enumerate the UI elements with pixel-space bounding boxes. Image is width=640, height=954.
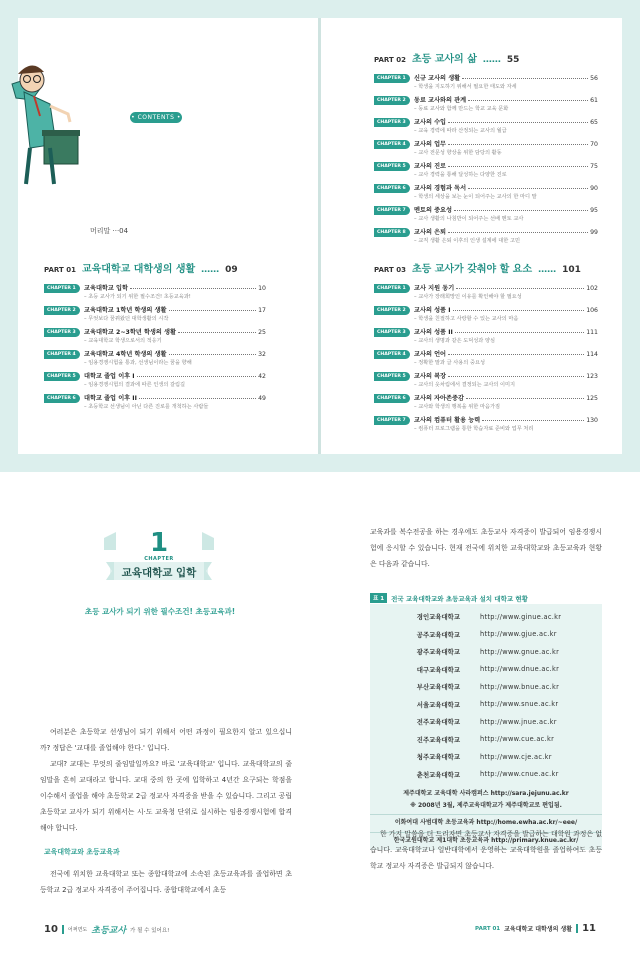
toc-page: 95 (590, 207, 598, 214)
toc-subtitle: – 교육대학교 학생으로서의 적응기 (84, 338, 162, 344)
chapter-badge: CHAPTER 4 (374, 350, 410, 359)
toc-subtitle: – 무엇보다 꿈꿔왔던 대학생활의 시작 (84, 316, 169, 322)
table-badge: 표 1 (370, 593, 387, 603)
chapter-badge: CHAPTER 1 (44, 284, 80, 293)
part-title: 교육대학교 대학생의 생활 (81, 264, 196, 275)
contents-spread (0, 0, 640, 472)
toc-subtitle: – 초등학교 선생님이 아닌 다른 진로를 개척하는 사람들 (84, 404, 209, 410)
table-note: 제주대학교 교육대학 사라캠퍼스 http://sara.jejunu.ac.kr (403, 789, 569, 797)
toc-title: 교사의 경험과 독서 (414, 185, 467, 192)
university-url[interactable]: http://www.gjue.ac.kr (480, 630, 557, 639)
dot-leader (139, 398, 256, 399)
toc-title: 신규 교사의 생활 (414, 75, 461, 82)
part-title: 초등 교사의 삶 (411, 54, 477, 65)
dot-leader (448, 166, 588, 167)
university-url[interactable]: http://www.bnue.ac.kr (480, 682, 560, 691)
toc-item[interactable] (374, 393, 598, 410)
toc-page: 125 (586, 395, 598, 402)
dot-leader (455, 332, 584, 333)
toc-subtitle: – 학생의 세상을 보는 눈이 되어주는 교사의 한 마디 말 (414, 194, 537, 200)
right-body-text-2 (370, 826, 602, 874)
toc-title: 교사의 컴퓨터 활용 능력 (414, 417, 481, 424)
toc-item[interactable] (374, 95, 598, 112)
teacher-illustration (10, 44, 80, 194)
part-02-heading[interactable] (374, 50, 598, 65)
toc-page: 42 (258, 373, 266, 380)
chapter-badge: CHAPTER 2 (44, 306, 80, 315)
chapter-badge: CHAPTER 4 (374, 140, 410, 149)
book-title-suffix: 가 될 수 있어요! (130, 927, 170, 934)
table-row (370, 643, 602, 661)
toc-page: 106 (586, 307, 598, 314)
table-row (370, 731, 602, 749)
toc-title: 교사의 언어 (414, 351, 447, 358)
paragraph: 교육과를 복수전공을 하는 경우에도 초등교사 자격증이 발급되어 임용경쟁시험에 응시할 수 있습니다. 현재 전국에 위치한 교육대학교와 초등교육과 현황은 다음과 같습니다. (370, 528, 602, 568)
university-url[interactable]: http://www.ginue.ac.kr (480, 612, 562, 621)
chapter-number: 1 (149, 528, 169, 558)
page-number: 10 (44, 924, 58, 935)
toc-page: 17 (258, 307, 266, 314)
table-note: ※ 2008년 3월, 제주교육대학교가 제주대학교로 편입됨. (410, 801, 562, 809)
chapter-badge: CHAPTER 3 (374, 118, 410, 127)
table-row (370, 626, 602, 644)
toc-title: 교사의 수입 (414, 119, 447, 126)
chapter-badge: CHAPTER 6 (374, 184, 410, 193)
paragraph: 전국에 위치한 교육대학교 또는 종합대학교에 소속된 초등교육과를 졸업하면 초등학교 2급 정교사 자격증이 주어집니다. 종합대학교에서 초등 (40, 870, 292, 894)
university-url[interactable]: http://www.dnue.ac.kr (480, 665, 560, 674)
toc-subtitle: – 임용경쟁시험의 결과에 따른 인생의 갈림길 (84, 382, 186, 388)
table-note: 이화여대 사범대학 초등교육과 http://home.ewha.ac.kr/~eee/ (370, 814, 602, 828)
university-name: 서울교육대학교 (416, 700, 460, 709)
paragraph: 한 가지 말씀을 더 드리자면 초등교사 자격증을 발급하는 대학원 과정은 없습니다. 교육대학교나 일반대학에서 운영하는 교육대학원을 졸업하여도 초등학교 정교사 자격증은 발급되지 않습니다. (370, 830, 602, 870)
toc-page: 111 (586, 329, 598, 336)
table-caption (370, 593, 602, 603)
toc-page: 65 (590, 119, 598, 126)
toc-title: 대학교 졸업 이후 II (84, 395, 137, 402)
university-url[interactable]: http://www.cue.ac.kr (480, 735, 555, 744)
toc-page: 75 (590, 163, 598, 170)
university-name: 진주교육대학교 (416, 735, 460, 744)
toc-title: 교사의 성품 II (414, 329, 453, 336)
part-page: 55 (506, 55, 520, 65)
dot-leader (448, 354, 584, 355)
part-dots: …… (201, 265, 220, 275)
chapter-badge: CHAPTER 5 (374, 372, 410, 381)
toc-page: 25 (258, 329, 266, 336)
chapter-badge: CHAPTER 2 (374, 306, 410, 315)
dot-leader (448, 144, 588, 145)
university-name: 광주교육대학교 (416, 648, 460, 657)
part-03-heading[interactable] (374, 260, 598, 275)
part-page: 09 (225, 265, 238, 275)
toc-title: 교사의 진로 (414, 163, 447, 170)
toc-page: 99 (590, 229, 598, 236)
footer-chapter: 교육대학교 대학생의 생활 (504, 926, 573, 933)
paragraph: 교대? 교대는 무엇의 줄임말일까요? 바로 '교육대학교' 입니다. 교육대학교의 줄임말을 흔히 교대라고 합니다. 교대 중의 한 곳에 입학하고 4년간 요구되는 학점을 이수해서 졸업을 해야 초등학교 2급 정교사 자격증을 받을 수 있습니다. 그리고 공립 초등학교 교사가 되기 위해서는 시·도 교육청 단위로 실시하는 임용경쟁시험에 합격해야 합니다. (40, 760, 292, 832)
part-label: PART 02 (374, 56, 406, 64)
chapter-badge: CHAPTER 7 (374, 206, 410, 215)
toc-title: 교사의 업무 (414, 141, 447, 148)
university-url[interactable]: http://www.cje.ac.kr (480, 752, 552, 761)
toc-subtitle: – 정확한 말과 글 사용의 중요성 (414, 360, 485, 366)
toc-title: 멘토의 중요성 (414, 207, 453, 214)
chapter-title: 교육대학교 입학 (121, 567, 197, 579)
toc-page: 32 (258, 351, 266, 358)
section-heading: 교육대학교와 초등교육과 (44, 848, 120, 856)
dot-leader (453, 310, 585, 311)
toc-title: 교사의 은퇴 (414, 229, 447, 236)
university-table (370, 604, 602, 850)
toc-item[interactable] (374, 349, 598, 366)
toc-subtitle: – 교육 경력에 따라 산정되는 교사의 월급 (414, 128, 507, 134)
toc-subtitle: – 임용경쟁시험을 통과, 선생님이라는 꿈을 향해 (84, 360, 192, 366)
part-dots: …… (538, 265, 557, 275)
toc-page: 70 (590, 141, 598, 148)
page-number: 11 (582, 923, 596, 934)
footer-left (44, 923, 169, 936)
toc-subtitle: – 교사 전문성 향상을 위한 담당의 활동 (414, 150, 502, 156)
toc-item[interactable] (374, 205, 598, 222)
toc-item[interactable] (374, 161, 598, 178)
toc-item[interactable] (374, 183, 598, 200)
toc-subtitle: – 교직 생활 은퇴 이후의 인생 설계에 대한 고민 (414, 238, 520, 244)
toc-title: 교육대학교 4학년 학생의 생활 (84, 351, 167, 358)
book-title-prefix: 어쩌면도 (67, 927, 88, 933)
table-row (370, 748, 602, 766)
toc-item[interactable] (374, 227, 598, 244)
toc-title: 교육대학교 2~3학년 학생의 생활 (84, 329, 176, 336)
chapter-badge: CHAPTER 6 (44, 394, 80, 403)
chapter-badge: CHAPTER 7 (374, 416, 410, 425)
dot-leader (466, 398, 584, 399)
chapter-badge: CHAPTER 4 (44, 350, 80, 359)
chapter-heading (100, 530, 218, 600)
part-label: PART 01 (44, 266, 76, 274)
dot-leader (468, 188, 588, 189)
paragraph: 여러분은 초등학교 선생님이 되기 위해서 어떤 과정이 필요한지 알고 있으십니까? 정답은 '교대를 졸업해야 한다.' 입니다. (40, 728, 292, 752)
toc-item[interactable] (374, 305, 598, 322)
dot-leader (482, 420, 584, 421)
right-body-text (370, 524, 602, 572)
university-name: 경인교육대학교 (416, 613, 460, 622)
dot-leader (169, 354, 257, 355)
table-note: 한국교원대학교 제1대학 초등교육과 http://primary.knue.ac.kr/ (370, 832, 602, 846)
toc-item[interactable] (374, 139, 598, 156)
left-body-text-2 (40, 866, 292, 898)
dot-leader (137, 376, 257, 377)
dot-leader (462, 78, 588, 79)
part-01 (44, 260, 266, 415)
table-row (370, 696, 602, 714)
dot-leader (468, 100, 588, 101)
university-name: 청주교육대학교 (416, 753, 460, 762)
table-title: 전국 교육대학교와 초등교육과 설치 대학교 현황 (391, 594, 528, 603)
toc-item[interactable] (44, 327, 266, 344)
part-03 (374, 260, 598, 437)
table-row (370, 661, 602, 679)
toc-title: 교사의 복장 (414, 373, 447, 380)
dot-leader (169, 310, 257, 311)
dot-leader (448, 122, 588, 123)
university-name: 공주교육대학교 (416, 630, 460, 639)
toc-subtitle: – 교사 경력을 통해 달성하는 다양한 진로 (414, 172, 507, 178)
toc-page: 49 (258, 395, 266, 402)
toc-title: 교사의 자아존중감 (414, 395, 464, 402)
footer-divider (62, 925, 64, 934)
toc-item[interactable] (374, 117, 598, 134)
dot-leader (448, 376, 584, 377)
table-row (370, 766, 602, 784)
part-01-chapter-list (44, 283, 266, 410)
dot-leader (454, 210, 588, 211)
toc-subtitle: – 교사의 옷차림에서 결정되는 교사의 이미지 (414, 382, 516, 388)
toc-subtitle: – 교사와 학생의 행복을 위한 마음가짐 (414, 404, 501, 410)
toc-subtitle: – 학생을 친절하고 사랑할 수 있는 교사의 마음 (414, 316, 519, 322)
toc-page: 10 (258, 285, 266, 292)
toc-title: 교육대학교 1학년 학생의 생활 (84, 307, 167, 314)
toc-subtitle: – 컴퓨터 프로그램을 통한 학습자료 준비와 업무 처리 (414, 426, 534, 432)
toc-subtitle: – 교사의 생명과 같은 도덕성과 양심 (414, 338, 495, 344)
toc-item[interactable] (374, 415, 598, 432)
toc-subtitle: – 동료 교사와 함께 만드는 학교 교육 문화 (414, 106, 509, 112)
dot-leader (130, 288, 256, 289)
table-row (370, 713, 602, 731)
book-title-logo: 초등교사 (91, 926, 127, 936)
part-02-chapter-list (374, 73, 598, 244)
toc-title: 교육대학교 입학 (84, 285, 128, 292)
university-name: 춘천교육대학교 (416, 770, 460, 779)
dot-leader (448, 232, 588, 233)
part-label: PART 03 (374, 266, 406, 274)
toc-subtitle: – 학생을 지도하기 위해서 필요한 태도와 자세 (414, 84, 517, 90)
university-name: 대구교육대학교 (416, 665, 460, 674)
toc-page: 102 (586, 285, 598, 292)
part-03-chapter-list (374, 283, 598, 432)
part-02 (374, 50, 598, 249)
part-title: 초등 교사가 갖춰야 할 요소 (411, 264, 533, 275)
toc-item[interactable] (374, 283, 598, 300)
toc-item[interactable] (374, 327, 598, 344)
table-row (370, 608, 602, 626)
chapter-badge: CHAPTER 1 (374, 74, 410, 83)
toc-title: 교사의 성품 I (414, 307, 451, 314)
chapter-badge: CHAPTER 3 (44, 328, 80, 337)
part-page: 101 (562, 265, 581, 275)
toc-title: 교사 지원 동기 (414, 285, 455, 292)
footer-right (475, 923, 596, 934)
dot-leader (178, 332, 256, 333)
dot-leader (456, 288, 584, 289)
chapter-badge: CHAPTER 5 (44, 372, 80, 381)
contents-label: • CONTENTS • (131, 114, 181, 121)
toc-item[interactable] (44, 393, 266, 410)
toc-page: 114 (586, 351, 598, 358)
table-row (370, 678, 602, 696)
toc-subtitle: – 교사 생활의 나침반이 되어주는 선배 멘토 교사 (414, 216, 524, 222)
chapter-badge: CHAPTER 8 (374, 228, 410, 237)
toc-page: 56 (590, 75, 598, 82)
university-name: 전주교육대학교 (416, 718, 460, 727)
chapter-badge: CHAPTER 3 (374, 328, 410, 337)
university-url[interactable]: http://www.snue.ac.kr (480, 700, 559, 709)
preface-entry[interactable]: 머리말 ···04 (90, 227, 129, 235)
toc-page: 90 (590, 185, 598, 192)
chapter-subtitle: 초등 교사가 되기 위한 필수조건! 초등교육과! (84, 607, 236, 616)
toc-item[interactable] (374, 371, 598, 388)
chapter-badge: CHAPTER 5 (374, 162, 410, 171)
footer-divider (576, 924, 578, 933)
spine-gutter (318, 18, 321, 454)
toc-page: 130 (586, 417, 598, 424)
toc-item[interactable] (44, 371, 266, 388)
footer-part: PART 01 (475, 925, 501, 932)
university-url[interactable]: http://www.cnue.ac.kr (480, 770, 559, 779)
toc-item[interactable] (374, 73, 598, 90)
part-01-heading[interactable] (44, 260, 266, 275)
chapter-word: CHAPTER (144, 556, 174, 562)
toc-item[interactable] (44, 305, 266, 322)
toc-item[interactable] (44, 283, 266, 300)
toc-item[interactable] (44, 349, 266, 366)
chapter-badge: CHAPTER 1 (374, 284, 410, 293)
chapter-badge: CHAPTER 2 (374, 96, 410, 105)
toc-page: 61 (590, 97, 598, 104)
toc-title: 대학교 졸업 이후 I (84, 373, 135, 380)
chapter-badge: CHAPTER 6 (374, 394, 410, 403)
university-name: 부산교육대학교 (416, 683, 460, 692)
toc-subtitle: – 교사가 장래희망인 이유를 확인해야 할 필요성 (414, 294, 522, 300)
university-url[interactable]: http://www.gnue.ac.kr (480, 647, 560, 656)
part-dots: …… (482, 55, 501, 65)
left-body-text (40, 724, 292, 836)
toc-subtitle: – 초등 교사가 되기 위한 필수조건! 초등교육과! (84, 294, 191, 300)
toc-title: 동료 교사와의 관계 (414, 97, 467, 104)
toc-page: 123 (586, 373, 598, 380)
university-url[interactable]: http://www.jnue.ac.kr (480, 717, 557, 726)
